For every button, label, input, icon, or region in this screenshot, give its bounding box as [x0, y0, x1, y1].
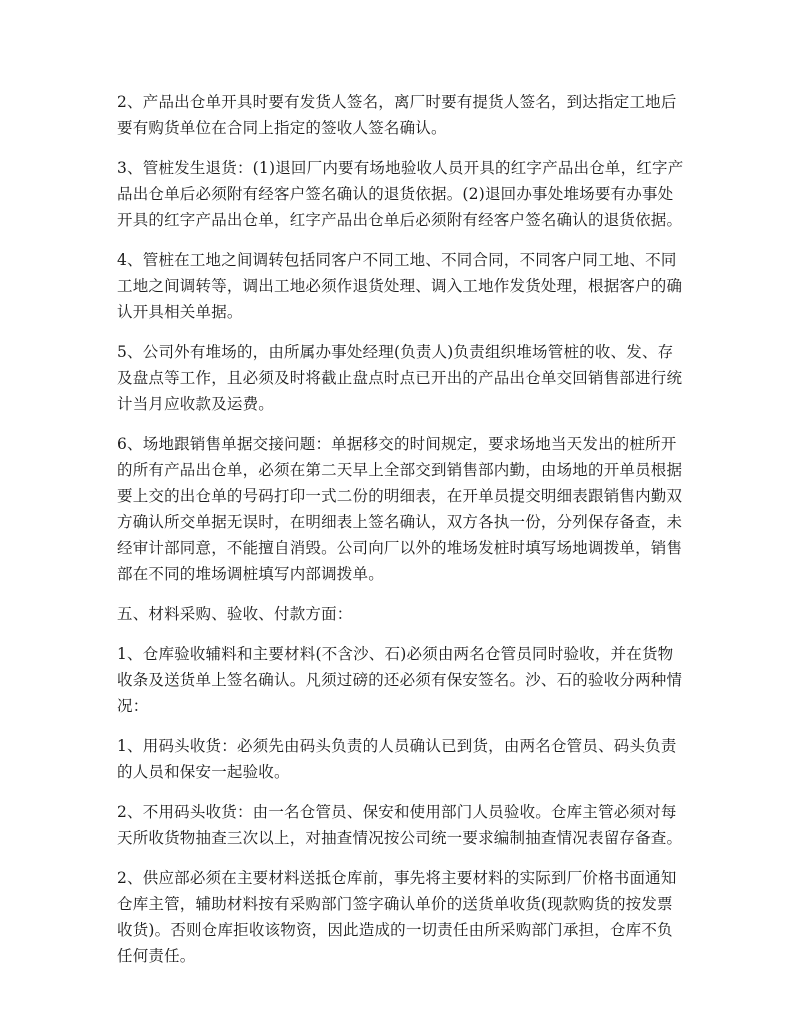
text-line: 4、管桩在工地之间调转包括同客户不同工地、不同合同，不同客户同工地、不同	[117, 251, 677, 269]
paragraph-site-transfers	[117, 247, 684, 325]
paragraph-non-dock-receiving	[117, 799, 684, 851]
text-line: 经审计部同意，不能擅自消毁。公司向厂以外的堆场发桩时填写场地调拨单，销售	[117, 539, 683, 557]
text-line: 开具的红字产品出仓单，红字产品出仓单后必须附有经客户签名确认的退货依据。	[117, 211, 683, 229]
text-line: 方确认所交单据无误时，在明细表上签名确认，双方各执一份，分列保存备查，未	[117, 513, 683, 531]
text-line: 5、公司外有堆场的，由所属办事处经理(负责人)负责组织堆场管桩的收、发、存	[117, 343, 674, 361]
paragraph-external-yards	[117, 339, 684, 417]
text-line: 五、材料采购、验收、付款方面：	[117, 605, 353, 623]
text-line: 工地之间调转等，调出工地必须作退货处理、调入工地作发货处理，根据客户的确	[117, 277, 683, 295]
text-line: 2、产品出仓单开具时要有发货人签名，离厂时要有提货人签名，到达指定工地后	[117, 93, 677, 111]
text-line: 任何责任。	[117, 947, 196, 965]
text-line: 要有购货单位在合同上指定的签收人签名确认。	[117, 119, 447, 137]
text-line: 的所有产品出仓单，必须在第二天早上全部交到销售部内勤，由场地的开单员根据	[117, 461, 683, 479]
section-heading-procurement	[117, 601, 684, 627]
text-line: 品出仓单后必须附有经客户签名确认的退货依据。(2)退回办事处堆场要有办事处	[117, 185, 674, 203]
text-line: 收条及送货单上签名确认。凡须过磅的还必须有保安签名。沙、石的验收分两种情	[117, 671, 683, 689]
text-line: 收货)。否则仓库拒收该物资，因此造成的一切责任由所采购部门承担，仓库不负	[117, 921, 673, 939]
text-line: 要上交的出仓单的号码打印一式二份的明细表，在开单员提交明细表跟销售内勤双	[117, 487, 683, 505]
text-line: 况：	[117, 697, 149, 715]
paragraph-supply-pricing	[117, 865, 684, 969]
text-line: 1、用码头收货：必须先由码头负责的人员确认已到货，由两名仓管员、码头负责	[117, 737, 677, 755]
text-line: 3、管桩发生退货：(1)退回厂内要有场地验收人员开具的红字产品出仓单，红字产	[117, 159, 684, 177]
text-line: 1、仓库验收辅料和主要材料(不含沙、石)必须由两名仓管员同时验收，并在货物	[117, 645, 674, 663]
text-line: 天所收货物抽查三次以上，对抽查情况按公司统一要求编制抽查情况表留存备查。	[117, 829, 683, 847]
paragraph-dock-receiving	[117, 733, 684, 785]
paragraph-delivery-signatures	[117, 89, 684, 141]
text-line: 认开具相关单据。	[117, 303, 243, 321]
paragraph-document-handover	[117, 431, 684, 587]
text-line: 6、场地跟销售单据交接问题：单据移交的时间规定，要求场地当天发出的桩所开	[117, 435, 677, 453]
text-line: 仓库主管，辅助材料按有采购部门签字确认单价的送货单收货(现款购货的按发票	[117, 895, 673, 913]
document-body	[117, 89, 684, 983]
text-line: 2、供应部必须在主要材料送抵仓库前，事先将主要材料的实际到厂价格书面通知	[117, 869, 677, 887]
text-line: 的人员和保安一起验收。	[117, 763, 290, 781]
paragraph-pile-returns	[117, 155, 684, 233]
text-line: 部在不同的堆场调桩填写内部调拨单。	[117, 565, 384, 583]
paragraph-warehouse-acceptance	[117, 641, 684, 719]
text-line: 2、不用码头收货：由一名仓管员、保安和使用部门人员验收。仓库主管必须对每	[117, 803, 677, 821]
text-line: 计当月应收款及运费。	[117, 395, 275, 413]
text-line: 及盘点等工作，且必须及时将截止盘点时点已开出的产品出仓单交回销售部进行统	[117, 369, 683, 387]
